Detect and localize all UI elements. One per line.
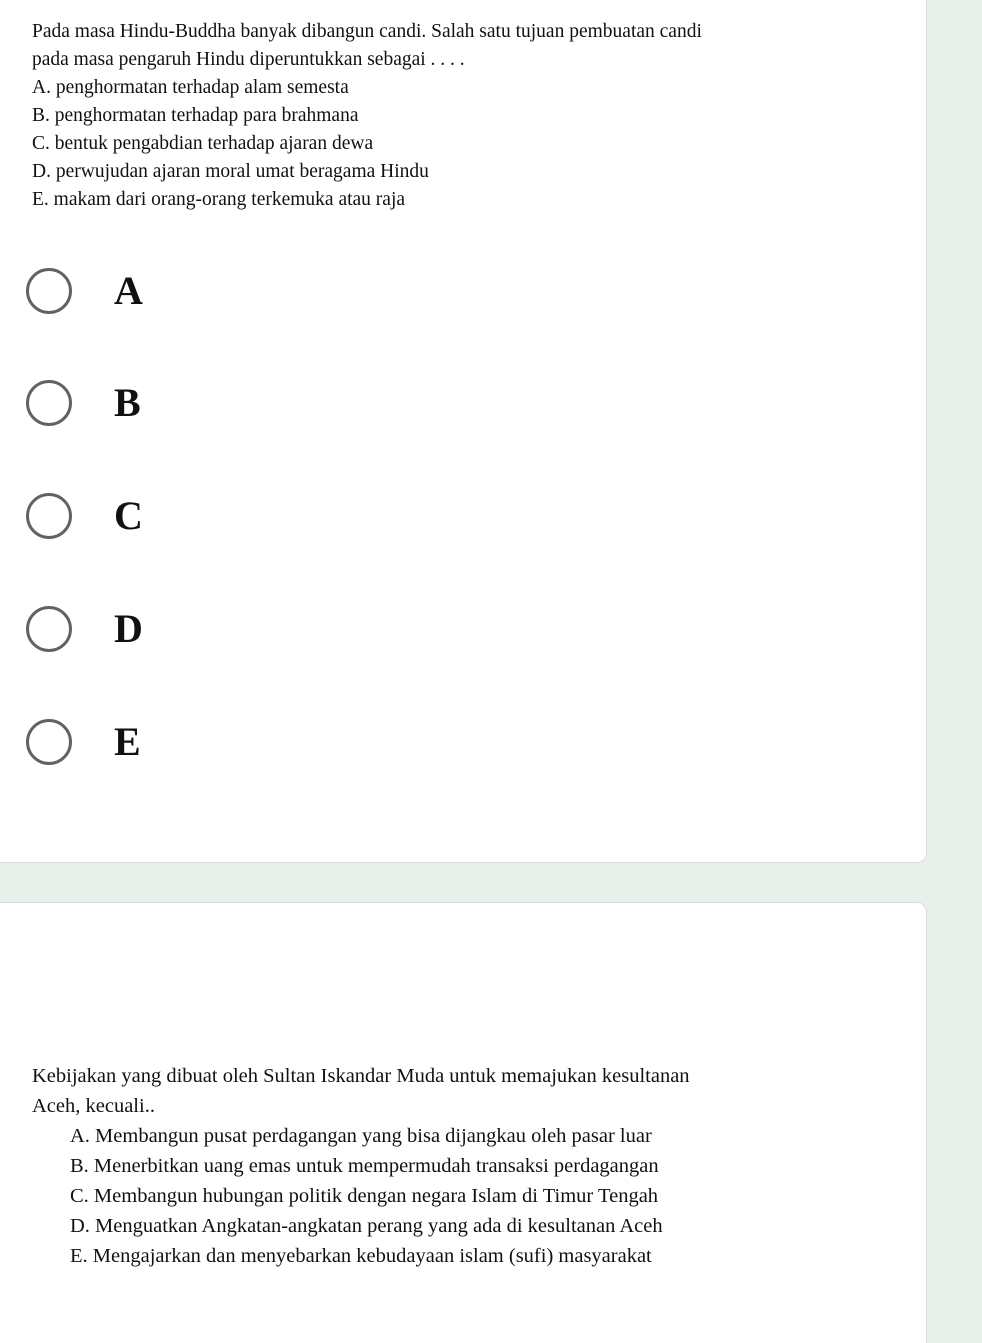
- choice-d-label: D: [114, 606, 143, 651]
- radio-b[interactable]: [26, 380, 72, 426]
- radio-c[interactable]: [26, 493, 72, 539]
- choice-a[interactable]: [26, 263, 246, 319]
- question-2-option-a: A. Membangun pusat perdagangan yang bisa dijangkau oleh pasar luar: [70, 1125, 652, 1147]
- question-1-text: [32, 18, 832, 214]
- radio-e[interactable]: [26, 719, 72, 765]
- question-1-stem-line-2: pada masa pengaruh Hindu diperuntukkan sebagai . . . .: [32, 49, 465, 70]
- question-card-2: [0, 902, 927, 1343]
- choice-a-label: A: [114, 268, 143, 313]
- question-2-option-b: B. Menerbitkan uang emas untuk mempermudah transaksi perdagangan: [70, 1155, 659, 1177]
- radio-d[interactable]: [26, 606, 72, 652]
- choice-d[interactable]: [26, 601, 246, 657]
- choice-e-label: E: [114, 719, 141, 764]
- question-2-stem-line-1: Kebijakan yang dibuat oleh Sultan Iskandar Muda untuk memajukan kesultanan: [32, 1065, 690, 1087]
- question-2-stem-line-2: Aceh, kecuali..: [32, 1095, 155, 1117]
- question-1-option-b: B. penghormatan terhadap para brahmana: [32, 105, 359, 126]
- question-2-option-e: E. Mengajarkan dan menyebarkan kebudayaan islam (sufi) masyarakat: [70, 1245, 652, 1267]
- question-1-option-d: D. perwujudan ajaran moral umat beragama Hindu: [32, 161, 429, 182]
- choice-e[interactable]: [26, 714, 246, 770]
- question-2-option-d: D. Menguatkan Angkatan-angkatan perang yang ada di kesultanan Aceh: [70, 1215, 663, 1237]
- radio-a[interactable]: [26, 268, 72, 314]
- choice-b[interactable]: [26, 375, 246, 431]
- choice-c-label: C: [114, 493, 143, 538]
- question-1-option-c: C. bentuk pengabdian terhadap ajaran dewa: [32, 133, 374, 154]
- question-1-stem-line-1: Pada masa Hindu-Buddha banyak dibangun candi. Salah satu tujuan pembuatan candi: [32, 21, 702, 42]
- question-1-option-e: E. makam dari orang-orang terkemuka atau raja: [32, 189, 406, 210]
- question-1-option-a: A. penghormatan terhadap alam semesta: [32, 77, 349, 98]
- choice-b-label: B: [114, 380, 141, 425]
- choice-c[interactable]: [26, 488, 246, 544]
- question-2-option-c: C. Membangun hubungan politik dengan negara Islam di Timur Tengah: [70, 1185, 659, 1207]
- question-2-text: [32, 1061, 902, 1271]
